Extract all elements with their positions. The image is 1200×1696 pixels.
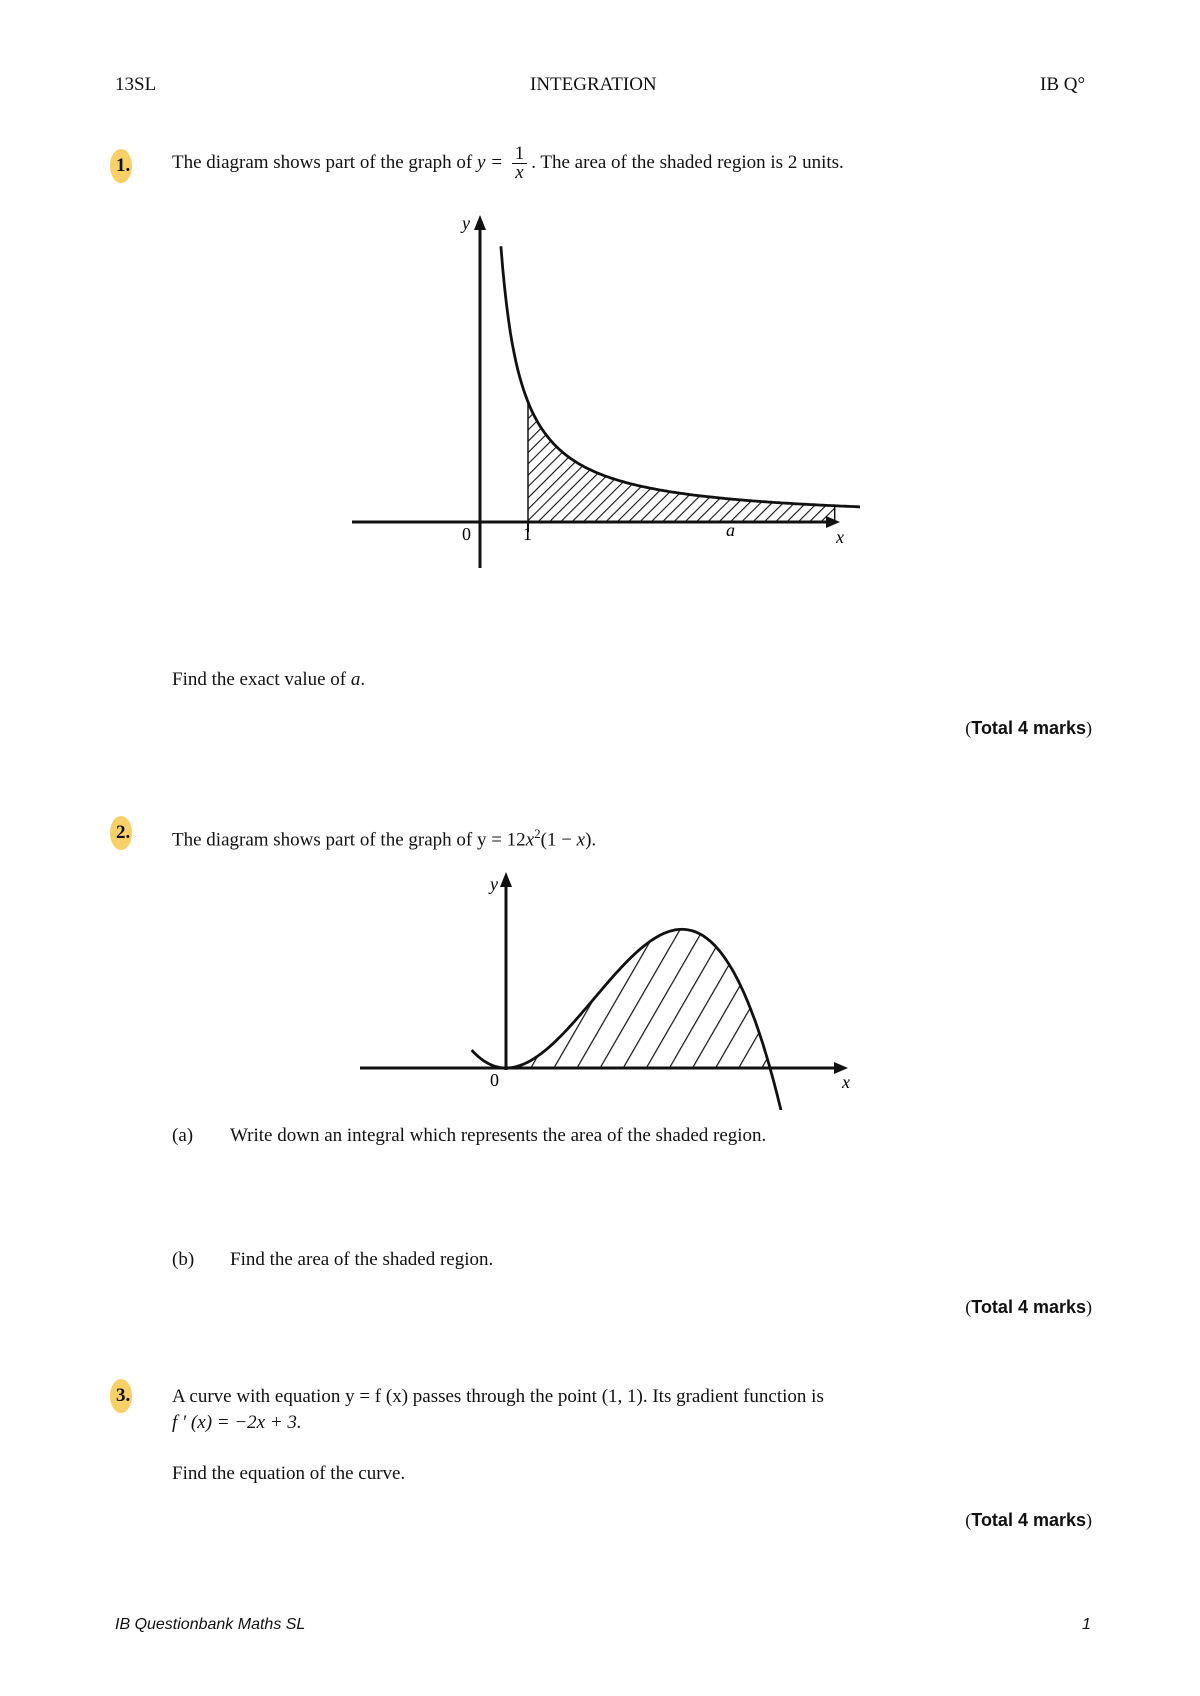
- q1-y-label: y: [462, 213, 470, 233]
- q2-diagram: [350, 860, 870, 1110]
- q2-y-arrow: [500, 872, 512, 887]
- q1-total-marks: (Total 4 marks): [965, 718, 1092, 738]
- question-1-number: 1.: [116, 155, 130, 177]
- footer-page-number: 1: [1082, 1616, 1091, 1633]
- footer-source: IB Questionbank Maths SL: [115, 1616, 306, 1633]
- q2-total-marks: (Total 4 marks): [965, 1297, 1092, 1317]
- q1-find-text: Find the exact value of a.: [172, 669, 366, 690]
- q1-fraction: $\frac{1}{x}$: [512, 145, 528, 182]
- q1-equation-y: y =: [476, 151, 503, 173]
- q2-part-a-text: Write down an integral which represents the area of the shaded region.: [230, 1125, 767, 1146]
- q1-x-label: x: [836, 527, 844, 547]
- q2-origin-label: 0: [490, 1070, 499, 1090]
- question-3-number: 3.: [116, 1385, 130, 1407]
- question-2-number: 2.: [116, 822, 130, 844]
- q1-diagram: [340, 210, 860, 580]
- q1-origin-label: 0: [462, 524, 471, 544]
- q3-line-2: f ′ (x) = −2x + 3.: [172, 1412, 302, 1433]
- header-title: INTEGRATION: [530, 74, 657, 95]
- q2-part-b: (b): [172, 1249, 195, 1270]
- q3-find-text: Find the equation of the curve.: [172, 1463, 406, 1484]
- question-2-text: The diagram shows part of the graph of $y = 12x^2(1 - x)$.: [172, 826, 597, 851]
- q3-total-marks: (Total 4 marks): [965, 1510, 1092, 1530]
- q3-line-1: A curve with equation y = f (x) passes through the point (1, 1). Its gradient function is: [172, 1386, 824, 1407]
- q2-x-label: x: [842, 1072, 850, 1092]
- question-1-text: The diagram shows part of the graph of y = $\frac{1}{x}$ . The area of the shaded region is 2 units.: [172, 143, 844, 183]
- q2-part-b-text: Find the area of the shaded region.: [230, 1249, 494, 1270]
- header-right: IB Q°: [1040, 74, 1086, 95]
- q2-y-label: y: [490, 874, 498, 894]
- q1-tick-a-label: a: [726, 520, 735, 540]
- header-left: 13SL: [115, 74, 157, 95]
- q2-part-a: (a): [172, 1125, 194, 1146]
- q1-tick-1-label: 1: [523, 524, 532, 544]
- q1-y-arrow: [474, 215, 486, 230]
